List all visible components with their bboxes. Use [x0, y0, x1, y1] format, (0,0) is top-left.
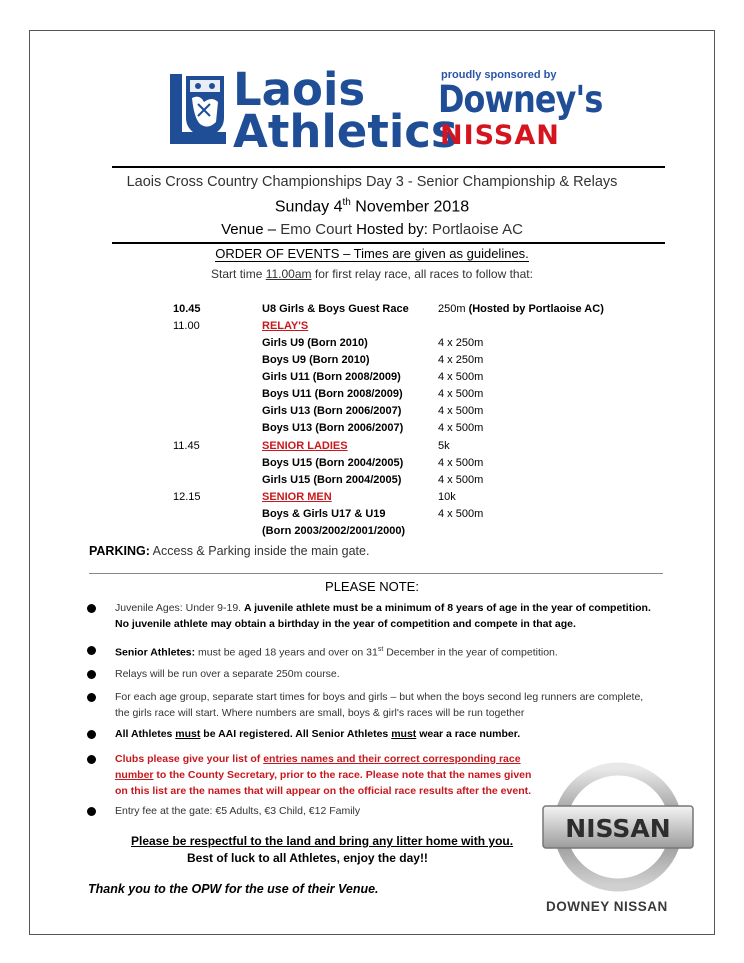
note-start-times: For each age group, separate start times for boys and girls – but when the boys second leg runners are complete, the girls race will start. Where numbers are small, boys & girl's races will be run together	[115, 691, 644, 719]
schedule-distance: 4 x 250m	[438, 354, 484, 366]
schedule-event: Girls U13 (Born 2006/2007)	[262, 405, 402, 417]
schedule-distance: 4 x 500m	[438, 422, 484, 434]
schedule-time: 11.45	[173, 440, 200, 452]
schedule-event: Boys U13 (Born 2006/2007)	[262, 422, 404, 434]
schedule-event: Boys U9 (Born 2010)	[262, 354, 370, 366]
notes-divider	[89, 573, 663, 574]
order-heading: ORDER OF EVENTS – Times are given as guidelines.	[215, 246, 529, 261]
respect-message: Please be respectful to the land and bring any litter home with you.	[131, 834, 514, 848]
dealer-name: DOWNEY NISSAN	[546, 899, 668, 914]
schedule-distance: 4 x 500m	[438, 388, 484, 400]
schedule-event: Boys U11 (Born 2008/2009)	[262, 388, 403, 400]
note-club-entries: Clubs please give your list of entries names and their correct corresponding race number to the County Secretary, prior to the race. Please note that the names given on this list are the names that will appear on the official race results after the event.	[115, 753, 532, 797]
schedule-distance: 4 x 500m	[438, 457, 484, 469]
schedule-event: Boys U15 (Born 2004/2005)	[262, 457, 404, 469]
schedule-event: Girls U15 (Born 2004/2005)	[262, 474, 402, 486]
bullet-icon	[87, 604, 96, 613]
schedule-distance: 5k	[438, 440, 450, 452]
bullet-icon	[87, 755, 96, 764]
laois-athletics-crest-icon	[168, 72, 228, 146]
schedule-distance: 4 x 500m	[438, 371, 484, 383]
parking-info: PARKING: Access & Parking inside the main gate.	[89, 544, 370, 558]
nissan-badge-icon	[540, 760, 696, 895]
schedule-event: (Born 2003/2002/2001/2000)	[262, 525, 406, 537]
event-venue: Venue – Emo Court Hosted by: Portlaoise AC	[221, 221, 523, 238]
thanks-message: Thank you to the OPW for the use of their Venue.	[88, 882, 379, 896]
header-divider	[112, 166, 665, 168]
note-relays: Relays will be run over a separate 250m course.	[115, 668, 340, 680]
logo-laois-text: Laois	[233, 63, 366, 116]
schedule-event: Boys & Girls U17 & U19	[262, 508, 386, 520]
schedule-category-senior-men: SENIOR MEN	[262, 491, 332, 503]
schedule-distance: 4 x 500m	[438, 508, 484, 520]
sponsor-label: proudly sponsored by	[441, 69, 557, 81]
logo-athletics-text: Athletics	[233, 105, 458, 158]
schedule-time: 12.15	[173, 491, 201, 503]
sponsor-brand: NISSAN	[440, 120, 560, 151]
schedule-distance: 10k	[438, 491, 456, 503]
bullet-icon	[87, 693, 96, 702]
schedule-event: U8 Girls & Boys Guest Race	[262, 303, 409, 315]
nissan-badge-text: NISSAN	[565, 814, 671, 843]
schedule-category-senior-ladies: SENIOR LADIES	[262, 440, 348, 452]
bullet-icon	[87, 646, 96, 655]
schedule-time: 11.00	[173, 320, 200, 332]
schedule-event: Girls U9 (Born 2010)	[262, 337, 368, 349]
note-senior-athletes: Senior Athletes: must be aged 18 years and over on 31st December in the year of competition.	[115, 646, 558, 659]
good-luck-message: Best of luck to all Athletes, enjoy the day!!	[187, 851, 428, 865]
schedule-distance: 4 x 500m	[438, 474, 484, 486]
event-title: Laois Cross Country Championships Day 3 - Senior Championship & Relays	[126, 174, 618, 190]
please-note-heading: PLEASE NOTE:	[325, 579, 419, 594]
note-juvenile-ages: Juvenile Ages: Under 9-19. A juvenile athlete must be a minimum of 8 years of age in the year of competition. No juvenile athlete may obtain a birthday in the year of competition and compete in that age.	[115, 602, 651, 630]
bullet-icon	[87, 670, 96, 679]
sponsor-name: Downey's	[438, 78, 603, 121]
schedule-distance: 4 x 250m	[438, 337, 484, 349]
schedule-distance: 4 x 500m	[438, 405, 484, 417]
venue-divider	[112, 242, 665, 244]
schedule-category-relays: RELAY'S	[262, 320, 309, 332]
event-date: Sunday 4th November 2018	[274, 197, 470, 216]
bullet-icon	[87, 807, 96, 816]
schedule-time: 10.45	[173, 303, 201, 315]
note-registration: All Athletes must be AAI registered. All Senior Athletes must wear a race number.	[115, 728, 521, 740]
note-entry-fee: Entry fee at the gate: €5 Adults, €3 Child, €12 Family	[115, 805, 361, 817]
schedule-event: Girls U11 (Born 2008/2009)	[262, 371, 401, 383]
bullet-icon	[87, 730, 96, 739]
schedule-distance: 250m (Hosted by Portlaoise AC)	[438, 303, 604, 315]
start-time-line: Start time 11.00am for first relay race, all races to follow that:	[211, 267, 533, 281]
